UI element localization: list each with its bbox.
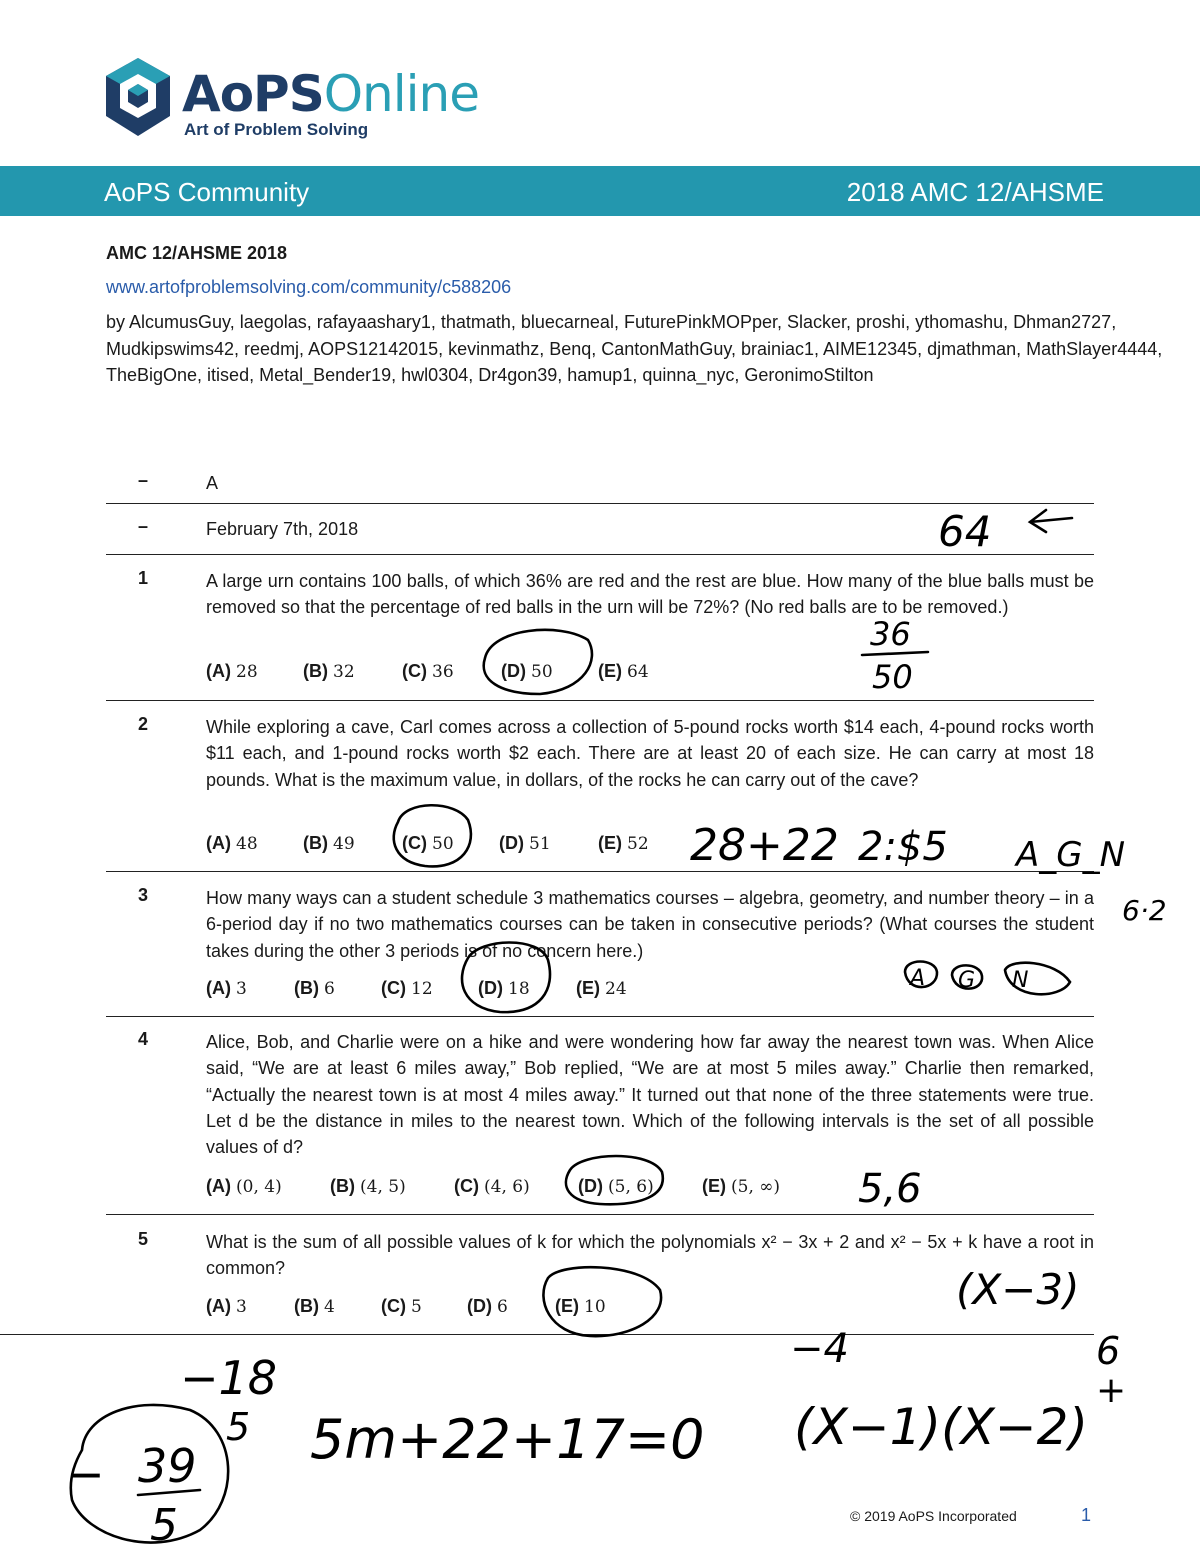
problem-text: While exploring a cave, Carl comes across a collection of 5-pound rocks worth $14 each, 4-pound rocks worth $11 each, and 1-pound rocks worth $2 each. There are at least 20 of each size. He can carry at most 18 pounds. What is the maximum value, in dollars, of the rocks he can carry out of the cave? <box>206 717 1094 790</box>
fraction-line <box>862 652 928 655</box>
choice-d: (D) (5, 6) <box>578 1176 654 1197</box>
choice-a: (A) 48 <box>206 833 258 854</box>
choice-e: (E) 52 <box>598 833 649 854</box>
choice-e: (E) 64 <box>598 661 649 682</box>
brand-tagline: Art of Problem Solving <box>184 120 369 139</box>
problem-number: 2 <box>138 714 149 734</box>
problem-text: How many ways can a student schedule 3 mathematics courses – algebra, geometry, and number theory – in a 6-period day if no two mathematics courses can be taken in consecutive periods? (What courses the student takes during the other 3 periods is of no concern here.) <box>206 888 1094 961</box>
choice-a: (A) 3 <box>206 978 247 999</box>
divider <box>106 554 1094 555</box>
hw-circled-n: N <box>1012 968 1029 993</box>
choice-b: (B) 32 <box>303 661 355 682</box>
hw-six-two: 6·2 <box>1122 894 1167 927</box>
banner-contest: 2018 AMC 12/AHSME <box>846 177 1104 207</box>
problem-text: What is the sum of all possible values of k for which the polynomials x² − 3x + 2 and x² − 5x + k have a root in common? <box>206 1232 1094 1279</box>
choice-b: (B) 49 <box>303 833 355 854</box>
hw-p2-marks: 2:$5 <box>858 824 948 870</box>
banner-community: AoPS Community <box>104 177 310 207</box>
circle-n <box>1005 963 1070 995</box>
community-banner <box>0 166 1200 216</box>
answer-choices <box>206 1176 780 1197</box>
choice-d: (D) 6 <box>467 1296 508 1317</box>
hw-minus: − <box>66 1447 105 1501</box>
choice-e: (E) (5, ∞) <box>702 1176 781 1197</box>
answer-choices <box>206 661 649 682</box>
section-text: February 7th, 2018 <box>206 519 359 539</box>
brand-wordmark <box>182 64 479 124</box>
page-number: 1 <box>1081 1505 1092 1525</box>
choice-a: (A) 3 <box>206 1296 247 1317</box>
circle-a <box>905 962 937 988</box>
hw-factored: (X−1)(X−2) <box>794 1398 1088 1456</box>
hw-equation: 5m+22+17=0 <box>310 1408 705 1471</box>
hw-agn: A_G_N <box>1016 835 1126 875</box>
divider <box>106 1214 1094 1215</box>
section-text: A <box>206 473 219 493</box>
choice-c: (C) 36 <box>402 661 454 682</box>
problem-number: 5 <box>138 1229 149 1249</box>
choice-b: (B) 6 <box>294 978 335 999</box>
choice-a: (A) 28 <box>206 661 258 682</box>
choice-d: (D) 51 <box>499 833 551 854</box>
circle-g <box>952 965 982 988</box>
hw-39: 39 <box>138 1439 197 1493</box>
answer-choices <box>206 978 627 999</box>
hw-x3: (X−3) <box>956 1265 1080 1314</box>
hw-5-bottom: 5 <box>150 1500 178 1551</box>
problem-text: A large urn contains 100 balls, of which 36% are red and the rest are blue. How many of the blue balls must be removed so that the percentage of red balls in the urn will be 72%? (No red balls are to be removed.) <box>206 571 1094 618</box>
fraction-line <box>138 1490 200 1495</box>
choice-b: (B) 4 <box>294 1296 335 1317</box>
choice-a: (A) (0, 4) <box>206 1176 282 1197</box>
problem-number: 4 <box>138 1029 149 1049</box>
hw-p4-note: 5,6 <box>858 1166 922 1212</box>
hw-five: 5 <box>226 1405 251 1449</box>
aops-cube-icon <box>104 56 172 138</box>
footer-copyright: © 2019 AoPS Incorporated <box>850 1508 1017 1524</box>
answer-choices <box>206 833 649 854</box>
section-bullet: – <box>138 516 149 536</box>
problem-text: Alice, Bob, and Charlie were on a hike and were wondering how far away the nearest town was. When Alice said, “We are at least 6 miles away,” Bob replied, “We are at most 5 miles away.” Charlie then remarked, “Actually the nearest town is at most 4 miles away.” It turned out that none of the three statements were true. Let d be the distance in miles to the nearest town. Which of the following intervals is the set of all possible values of d? <box>206 1032 1094 1158</box>
choice-c: (C) 12 <box>381 978 433 999</box>
choice-c: (C) 5 <box>381 1296 422 1317</box>
community-link[interactable]: www.artofproblemsolving.com/community/c588206 <box>106 277 512 297</box>
divider <box>106 700 1094 701</box>
brand-aops: AoPS <box>182 65 324 123</box>
choice-b: (B) (4, 5) <box>330 1176 406 1197</box>
hw-frac-bottom: 50 <box>872 658 913 696</box>
choice-e: (E) 10 <box>555 1296 606 1317</box>
problem-number: 1 <box>138 568 149 588</box>
circle-large <box>71 1405 228 1543</box>
hw-frac-top: 36 <box>870 615 911 653</box>
hw-neg18: −18 <box>180 1351 278 1405</box>
hw-plus: + <box>1096 1370 1127 1411</box>
divider <box>106 1016 1094 1017</box>
choice-c: (C) 50 <box>402 833 454 854</box>
brand-online: Online <box>323 65 479 123</box>
divider <box>106 503 1094 504</box>
choice-e: (E) 24 <box>576 978 627 999</box>
divider <box>0 1334 1094 1335</box>
hw-64: 64 <box>938 507 992 556</box>
choice-d: (D) 50 <box>501 661 553 682</box>
hw-circled-a: A <box>910 966 926 991</box>
contest-title: AMC 12/AHSME 2018 <box>106 243 288 263</box>
section-bullet: – <box>138 470 149 490</box>
problem-number: 3 <box>138 885 149 905</box>
divider <box>106 871 1094 872</box>
hw-six: 6 <box>1096 1329 1121 1373</box>
choice-c: (C) (4, 6) <box>454 1176 530 1197</box>
hw-circled-g: G <box>958 968 976 993</box>
hw-minus4: −4 <box>790 1326 849 1372</box>
hw-p2-work: 28+22 <box>690 820 839 871</box>
author-list: by AlcumusGuy, laegolas, rafayaashary1, thatmath, bluecarneal, FuturePinkMOPper, Slacker, proshi, ythomashu, Dhman2727, Mudkipswims42, reedmj, AOPS12142015, kevinmathz, Benq, CantonMathGuy, brainiac1, AIME12345, djmathman, MathSlayer4444, TheBigOne, itised, Metal_Bender19, hwl0304, Dr4gon39, hamup1, quinna_nyc, GeronimoStilton <box>106 312 1163 385</box>
answer-choices <box>206 1296 606 1317</box>
choice-d: (D) 18 <box>478 978 530 999</box>
